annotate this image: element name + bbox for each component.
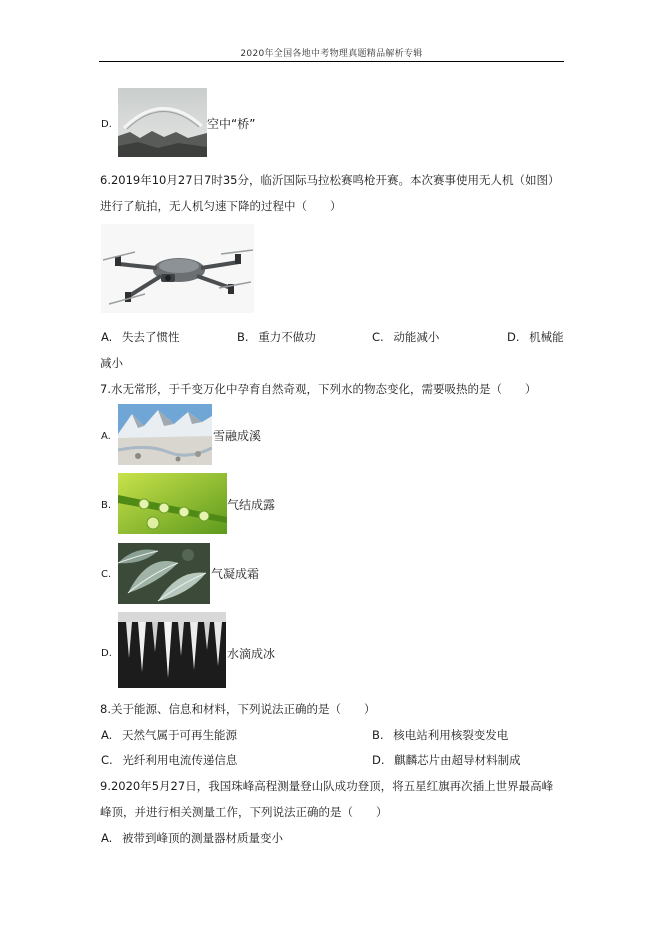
q6-option-a[interactable] bbox=[101, 329, 179, 345]
q6-stem-line2: 进行了航拍，无人机匀速下降的过程中（ ） bbox=[100, 199, 342, 213]
q9-option-a[interactable] bbox=[101, 830, 283, 846]
q8-option-c-label: C. bbox=[101, 753, 113, 767]
q6-option-a-label: A. bbox=[101, 330, 113, 344]
icicles-photo[interactable] bbox=[118, 612, 226, 688]
page-header: 2020年全国各地中考物理真题精品解析专辑 bbox=[240, 49, 423, 59]
q6-option-b[interactable] bbox=[237, 329, 316, 345]
drone-photo bbox=[101, 224, 254, 313]
q7-option-c-caption: 气凝成霜 bbox=[211, 567, 260, 581]
q8-option-c[interactable] bbox=[101, 752, 237, 768]
q8-option-d-label: D. bbox=[372, 753, 385, 767]
q6-option-d[interactable] bbox=[507, 329, 564, 345]
q7-option-b-caption: 气结成露 bbox=[227, 498, 276, 512]
q9-option-a-label: A. bbox=[101, 831, 113, 845]
q8-stem: 8.关于能源、信息和材料，下列说法正确的是（ ） bbox=[100, 702, 376, 716]
q6-option-c[interactable] bbox=[372, 329, 439, 345]
q8-option-a-text: 天然气属于可再生能源 bbox=[121, 728, 237, 742]
q6-option-c-text: 动能减小 bbox=[393, 330, 440, 344]
q6-option-d-wrap: 减小 bbox=[100, 356, 123, 370]
q7-option-a-caption: 雪融成溪 bbox=[213, 429, 262, 443]
q5-option-d-label: D. bbox=[101, 119, 112, 130]
header-rule bbox=[99, 61, 564, 62]
q7-option-d-label: D. bbox=[101, 648, 112, 659]
snow-melting-photo[interactable] bbox=[118, 404, 212, 465]
q7-option-b-label: B. bbox=[101, 500, 112, 511]
q8-option-a[interactable] bbox=[101, 727, 237, 743]
q8-option-a-label: A. bbox=[101, 728, 113, 742]
q7-option-a-label: A. bbox=[101, 431, 111, 442]
q7-stem: 7.水无常形，于千变万化中孕育自然奇观，下列水的物态变化，需要吸热的是（ ） bbox=[100, 382, 537, 396]
q6-option-a-text: 失去了惯性 bbox=[121, 330, 180, 344]
q5-option-d-caption: 空中“桥” bbox=[207, 117, 256, 131]
q6-stem-line1: 6.2019年10月27日7时35分，临沂国际马拉松赛鸣枪开赛。本次赛事使用无人机（如图） bbox=[100, 173, 560, 187]
q8-option-b-label: B. bbox=[372, 728, 384, 742]
q8-option-d-text: 麒麟芯片由超导材料制成 bbox=[394, 753, 521, 767]
q7-option-c-label: C. bbox=[101, 569, 112, 580]
q9-stem-line1: 9.2020年5月27日，我国珠峰高程测量登山队成功登顶，将五星红旗再次插上世界最高峰 bbox=[100, 779, 554, 793]
q6-option-c-label: C. bbox=[372, 330, 384, 344]
dew-drops-photo[interactable] bbox=[118, 473, 227, 534]
q6-option-d-label: D. bbox=[507, 330, 520, 344]
q7-option-d-caption: 水滴成冰 bbox=[227, 647, 276, 661]
q9-stem-line2: 峰顶，并进行相关测量工作，下列说法正确的是（ ） bbox=[100, 805, 388, 819]
q8-option-d[interactable] bbox=[372, 752, 521, 768]
q6-option-b-label: B. bbox=[237, 330, 249, 344]
q6-option-b-text: 重力不做功 bbox=[258, 330, 316, 344]
q6-option-d-text: 机械能 bbox=[529, 330, 564, 344]
q8-option-c-text: 光纤利用电流传递信息 bbox=[122, 753, 238, 767]
q8-option-b-text: 核电站利用核裂变发电 bbox=[393, 728, 509, 742]
frost-leaves-photo[interactable] bbox=[118, 543, 210, 604]
rainbow-photo bbox=[118, 88, 207, 157]
q9-option-a-text: 被带到峰顶的测量器材质量变小 bbox=[121, 831, 283, 845]
q8-option-b[interactable] bbox=[372, 727, 508, 743]
